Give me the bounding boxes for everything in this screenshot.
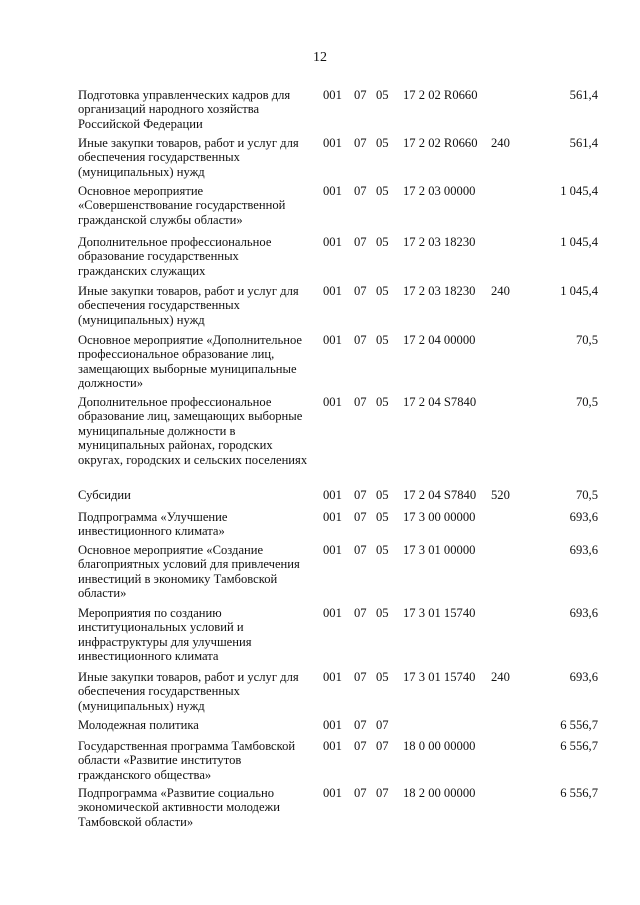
cell-amount: 1 045,4 [560, 184, 598, 198]
cell-amount: 1 045,4 [560, 284, 598, 298]
cell-ministry: 001 [323, 670, 342, 684]
cell-amount: 70,5 [575, 488, 598, 502]
cell-name: Мероприятия по созданию институциональных условий и инфраструктуры для улучшения инвестиционного климата [78, 606, 252, 664]
cell-amount: 693,6 [569, 510, 598, 524]
cell-ministry: 001 [323, 136, 342, 150]
cell-target: 17 3 01 15740 [403, 670, 476, 684]
cell-subsection: 05 [376, 488, 389, 502]
cell-target: 17 2 04 S7840 [403, 488, 477, 502]
cell-name: Дополнительное профессиональное образование лиц, замещающих выборные муниципальные должности в муниципальных районах, городских округах, городских и сельских поселениях [78, 395, 308, 467]
cell-name: Субсидии [78, 488, 131, 502]
cell-target: 17 2 04 S7840 [403, 395, 477, 409]
cell-vr: 240 [491, 136, 510, 150]
cell-section: 07 [354, 136, 367, 150]
cell-vr: 240 [491, 670, 510, 684]
cell-target: 17 3 01 00000 [403, 543, 476, 557]
cell-name: Основное мероприятие «Дополнительное профессиональное образование лиц, замещающих выборные муниципальные должности» [78, 333, 303, 391]
cell-name: Дополнительное профессиональное образование государственных гражданских служащих [78, 235, 272, 278]
cell-subsection: 05 [376, 543, 389, 557]
cell-section: 07 [354, 488, 367, 502]
cell-subsection: 07 [376, 718, 389, 732]
cell-amount: 6 556,7 [560, 718, 598, 732]
cell-subsection: 05 [376, 333, 389, 347]
cell-name: Государственная программа Тамбовской области «Развитие институтов гражданского общества» [78, 739, 296, 782]
cell-section: 07 [354, 543, 367, 557]
cell-section: 07 [354, 739, 367, 753]
cell-section: 07 [354, 395, 367, 409]
cell-subsection: 05 [376, 395, 389, 409]
cell-target: 17 2 02 R0660 [403, 136, 478, 150]
cell-subsection: 05 [376, 284, 389, 298]
cell-subsection: 07 [376, 739, 389, 753]
cell-name: Основное мероприятие «Совершенствование государственной гражданской службы области» [78, 184, 286, 227]
cell-section: 07 [354, 184, 367, 198]
cell-ministry: 001 [323, 606, 342, 620]
cell-section: 07 [354, 670, 367, 684]
cell-target: 17 2 04 00000 [403, 333, 476, 347]
cell-ministry: 001 [323, 510, 342, 524]
cell-ministry: 001 [323, 786, 342, 800]
cell-target: 18 0 00 00000 [403, 739, 476, 753]
cell-section: 07 [354, 606, 367, 620]
cell-ministry: 001 [323, 88, 342, 102]
cell-ministry: 001 [323, 284, 342, 298]
cell-ministry: 001 [323, 184, 342, 198]
cell-ministry: 001 [323, 235, 342, 249]
cell-ministry: 001 [323, 739, 342, 753]
cell-subsection: 05 [376, 235, 389, 249]
cell-amount: 561,4 [569, 88, 598, 102]
cell-ministry: 001 [323, 543, 342, 557]
cell-section: 07 [354, 235, 367, 249]
cell-ministry: 001 [323, 395, 342, 409]
cell-name: Молодежная политика [78, 718, 199, 732]
cell-ministry: 001 [323, 718, 342, 732]
cell-name: Основное мероприятие «Создание благоприятных условий для привлечения инвестиций в экономику Тамбовской области» [78, 543, 300, 601]
cell-amount: 1 045,4 [560, 235, 598, 249]
cell-target: 17 3 00 00000 [403, 510, 476, 524]
cell-amount: 693,6 [569, 606, 598, 620]
cell-name: Подпрограмма «Развитие социально экономической активности молодежи Тамбовской области» [78, 786, 280, 829]
cell-amount: 6 556,7 [560, 739, 598, 753]
cell-section: 07 [354, 284, 367, 298]
cell-section: 07 [354, 786, 367, 800]
cell-amount: 561,4 [569, 136, 598, 150]
cell-section: 07 [354, 88, 367, 102]
cell-subsection: 05 [376, 136, 389, 150]
cell-name: Подготовка управленческих кадров для организаций народного хозяйства Российской Федерации [78, 88, 291, 131]
cell-subsection: 07 [376, 786, 389, 800]
cell-amount: 70,5 [575, 395, 598, 409]
cell-amount: 6 556,7 [560, 786, 598, 800]
cell-vr: 240 [491, 284, 510, 298]
cell-subsection: 05 [376, 88, 389, 102]
cell-section: 07 [354, 510, 367, 524]
cell-subsection: 05 [376, 606, 389, 620]
cell-name: Иные закупки товаров, работ и услуг для обеспечения государственных (муниципальных) нужд [78, 136, 299, 179]
cell-ministry: 001 [323, 333, 342, 347]
cell-target: 18 2 00 00000 [403, 786, 476, 800]
cell-target: 17 2 03 00000 [403, 184, 476, 198]
cell-name: Иные закупки товаров, работ и услуг для обеспечения государственных (муниципальных) нужд [78, 670, 299, 713]
cell-target: 17 3 01 15740 [403, 606, 476, 620]
cell-subsection: 05 [376, 184, 389, 198]
cell-section: 07 [354, 718, 367, 732]
cell-subsection: 05 [376, 670, 389, 684]
cell-name: Иные закупки товаров, работ и услуг для обеспечения государственных (муниципальных) нужд [78, 284, 299, 327]
cell-subsection: 05 [376, 510, 389, 524]
cell-target: 17 2 02 R0660 [403, 88, 478, 102]
cell-amount: 70,5 [575, 333, 598, 347]
cell-target: 17 2 03 18230 [403, 284, 476, 298]
cell-section: 07 [354, 333, 367, 347]
cell-amount: 693,6 [569, 543, 598, 557]
cell-ministry: 001 [323, 488, 342, 502]
cell-name: Подпрограмма «Улучшение инвестиционного климата» [78, 510, 228, 539]
cell-vr: 520 [491, 488, 510, 502]
cell-amount: 693,6 [569, 670, 598, 684]
cell-target: 17 2 03 18230 [403, 235, 476, 249]
page-number: 12 [313, 50, 327, 65]
